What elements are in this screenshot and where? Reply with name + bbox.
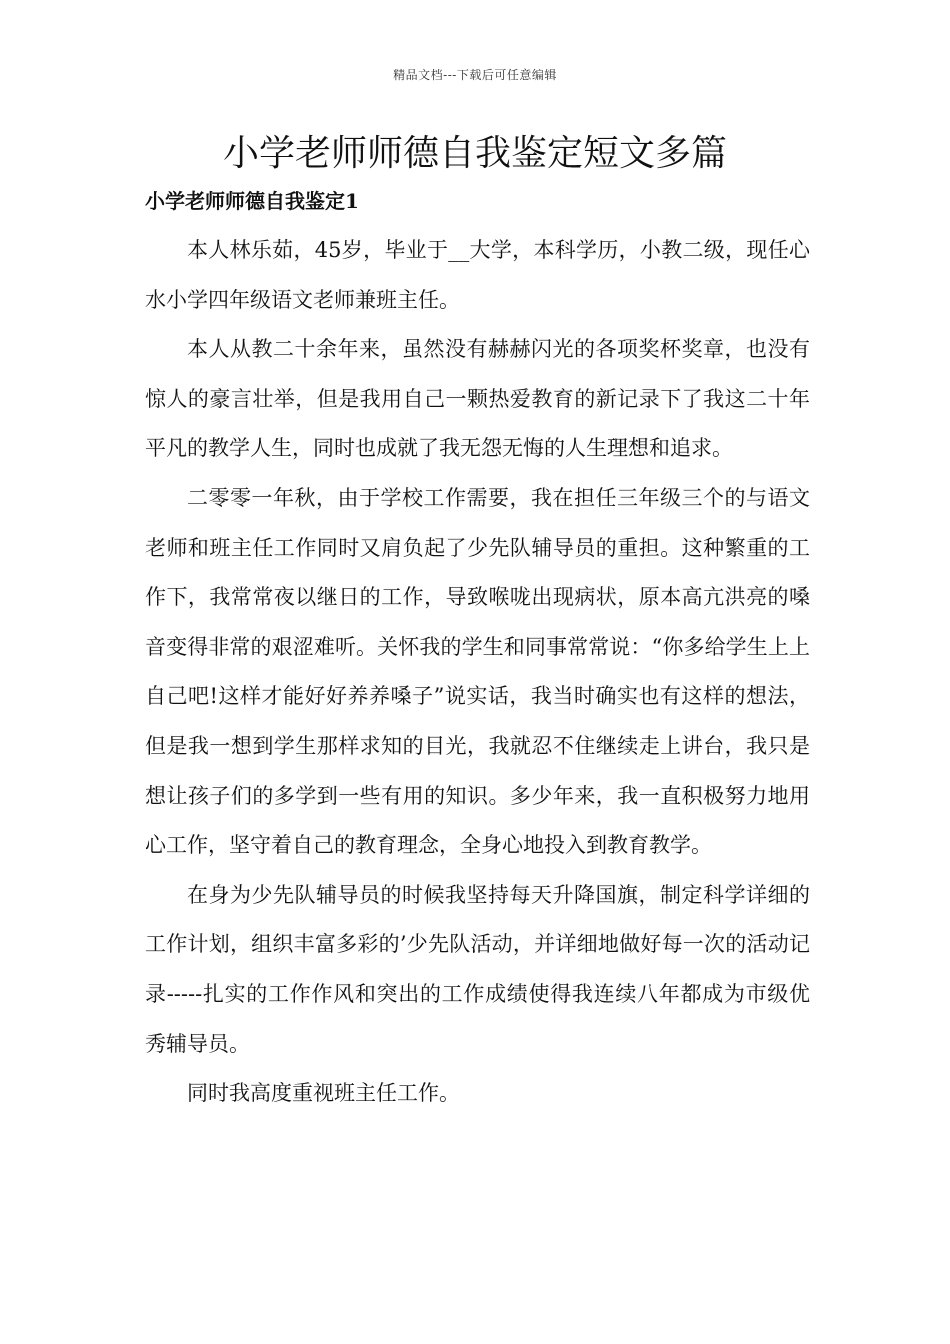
paragraph: 同时我高度重视班主任工作。 [187, 1081, 460, 1106]
paragraph: 本人从教二十余年来，虽然没有赫赫闪光的各项奖杯奖章，也没有惊人的豪言壮举，但是我用自己一颗热爱教育的新记录下了我这二十年平凡的教学人生，同时也成就了我无怨无悔的人生理想和追求。 [145, 337, 810, 461]
paragraph: 在身为少先队辅导员的时候我坚持每天升降国旗，制定科学详细的工作计划，组织丰富多彩的’少先队活动，并详细地做好每一次的活动记录-----扎实的工作作风和突出的工作成绩使得我连续八年都成为市级优秀辅导员。 [145, 882, 810, 1056]
header-note: 精品文档---下载后可任意编辑 [393, 68, 557, 82]
paragraph: 本人林乐茹，45岁，毕业于__大学，本科学历，小教二级，现任心水小学四年级语文老师兼班主任。 [145, 238, 810, 312]
document-title: 小学老师师德自我鉴定短文多篇 [222, 133, 727, 174]
section-heading: 小学老师师德自我鉴定1 [145, 189, 359, 213]
paragraph: 二零零一年秋，由于学校工作需要，我在担任三年级三个的与语文老师和班主任工作同时又肩负起了少先队辅导员的重担。这种繁重的工作下，我常常夜以继日的工作，导致喉咙出现病状，原本高亢洪亮的嗓音变得非常的艰涩难听。关怀我的学生和同事常常说：“你多给学生上上自己吧!这样才能好好养养嗓子”说实话，我当时确实也有这样的想法，但是我一想到学生那样求知的目光，我就忍不住继续走上讲台，我只是想让孩子们的多学到一些有用的知识。多少年来，我一直积极努力地用心工作，坚守着自己的教育理念，全身心地投入到教育教学。 [145, 485, 810, 858]
body-text [145, 226, 810, 1119]
